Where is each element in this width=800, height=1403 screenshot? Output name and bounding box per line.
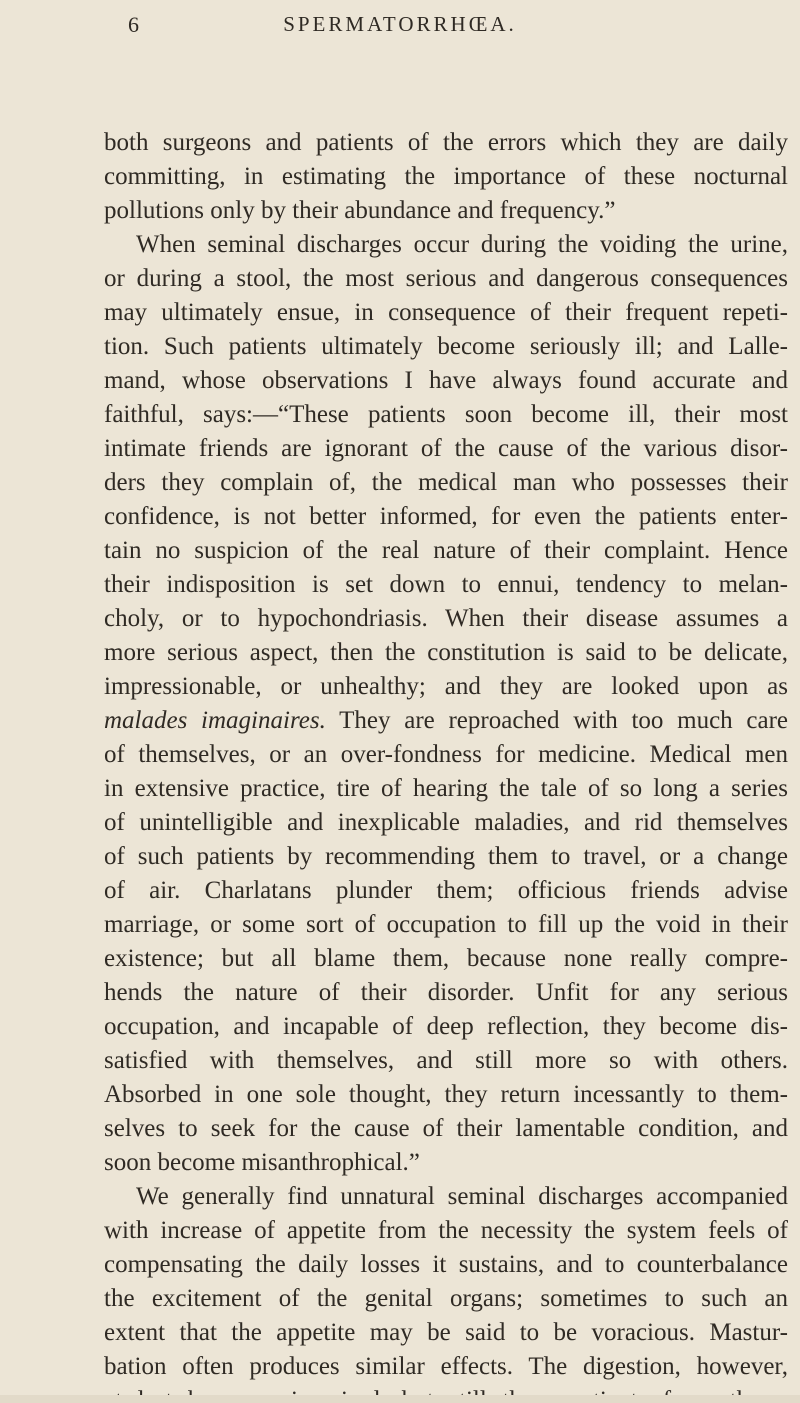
text-line [104,1112,788,1146]
running-title: SPERMATORRHŒA. [283,12,517,36]
text-line [104,568,788,602]
line-text: impressionable, or unhealthy; and they are looked upon as [104,673,788,700]
text-line [104,738,788,772]
text-line [104,908,788,942]
line-text: choly, or to hypochondriasis. When their disease assumes a [104,605,788,632]
text-line [104,704,788,738]
text-line [104,296,788,330]
text-line [104,1146,420,1180]
line-text: confidence, is not better informed, for even the patients enter- [104,503,788,530]
text-line [104,534,788,568]
text-line [104,670,788,704]
line-text: with increase of appetite from the necessity the system feels of [104,1217,788,1244]
line-text: pollutions only by their abundance and frequency.” [104,197,616,224]
line-text: We generally find unnatural seminal discharges accompanied [136,1183,788,1210]
line-text: more serious aspect, then the constitution is said to be delicate, [104,639,788,666]
text-line [104,466,788,500]
text-line [104,942,788,976]
text-line [104,262,788,296]
text-line [104,432,788,466]
text-line [104,1010,788,1044]
text-line [104,126,788,160]
text-line [104,500,788,534]
italic-phrase: malades imaginaires. [104,707,326,734]
line-text: of unintelligible and inexplicable maladies, and rid themselves [104,809,788,836]
line-text: intimate friends are ignorant of the cause of the various disor- [104,435,788,462]
text-line [104,160,788,194]
text-line [104,806,788,840]
text-line [104,364,788,398]
text-line [104,398,788,432]
line-text: of such patients by recommending them to travel, or a change [104,843,788,870]
line-text: the excitement of the genital organs; sometimes to such an [104,1285,788,1312]
line-text: extent that the appetite may be said to be voracious. Mastur- [104,1319,788,1346]
line-text: ders they complain of, the medical man who possesses their [104,469,788,496]
line-text: hends the nature of their disorder. Unfit for any serious [104,979,788,1006]
line-text: of air. Charlatans plunder them; officious friends advise [104,877,788,904]
line-text [104,704,788,738]
line-text: soon become misanthrophical.” [104,1149,420,1176]
page-number: 6 [128,12,139,37]
page-bottom-edge [0,1395,800,1403]
text-line [136,228,788,262]
text-line [104,1282,788,1316]
line-text: mand, whose observations I have always found accurate and [104,367,788,394]
text-line [104,636,788,670]
line-text: or during a stool, the most serious and dangerous consequences [104,265,788,292]
line-text: their indisposition is set down to ennui, tendency to melan- [104,571,788,598]
text-line [104,330,788,364]
text-line [104,1350,788,1384]
line-text: tion. Such patients ultimately become seriously ill; and Lalle- [104,333,788,360]
running-head [0,8,800,48]
text-line [104,772,788,806]
text-line [136,1180,788,1214]
line-text: of themselves, or an over-fondness for medicine. Medical men [104,741,788,768]
line-text: Absorbed in one sole thought, they return incessantly to them- [104,1081,788,1108]
line-text: committing, in estimating the importance of these nocturnal [104,163,788,190]
text-line [104,1248,788,1282]
text-line [104,1044,788,1078]
text-line [104,1214,788,1248]
line-text: in extensive practice, tire of hearing the tale of so long a series [104,775,788,802]
line-text: both surgeons and patients of the errors which they are daily [104,129,788,156]
line-text: tain no suspicion of the real nature of their complaint. Hence [104,537,788,564]
line-text: When seminal discharges occur during the voiding the urine, [136,231,788,258]
text-line [104,874,788,908]
line-text: bation often produces similar effects. The digestion, however, [104,1353,788,1380]
line-text: compensating the daily losses it sustains, and to counterbalance [104,1251,788,1278]
text-line [104,1078,788,1112]
line-text: faithful, says:—“These patients soon become ill, their most [104,401,788,428]
text-line [104,602,788,636]
text-line [104,840,788,874]
text-line [104,1316,788,1350]
line-text: selves to seek for the cause of their lamentable condition, and [104,1115,788,1142]
line-text: existence; but all blame them, because none really compre- [104,945,788,972]
line-text: occupation, and incapable of deep reflection, they become dis- [104,1013,788,1040]
text-line [104,976,788,1010]
line-text: may ultimately ensue, in consequence of their frequent repeti- [104,299,788,326]
line-text: marriage, or some sort of occupation to fill up the void in their [104,911,788,938]
line-text-rest: They are reproached with too much care [325,707,789,734]
line-text: satisfied with themselves, and still more so with others. [104,1047,788,1074]
text-line [104,194,615,228]
